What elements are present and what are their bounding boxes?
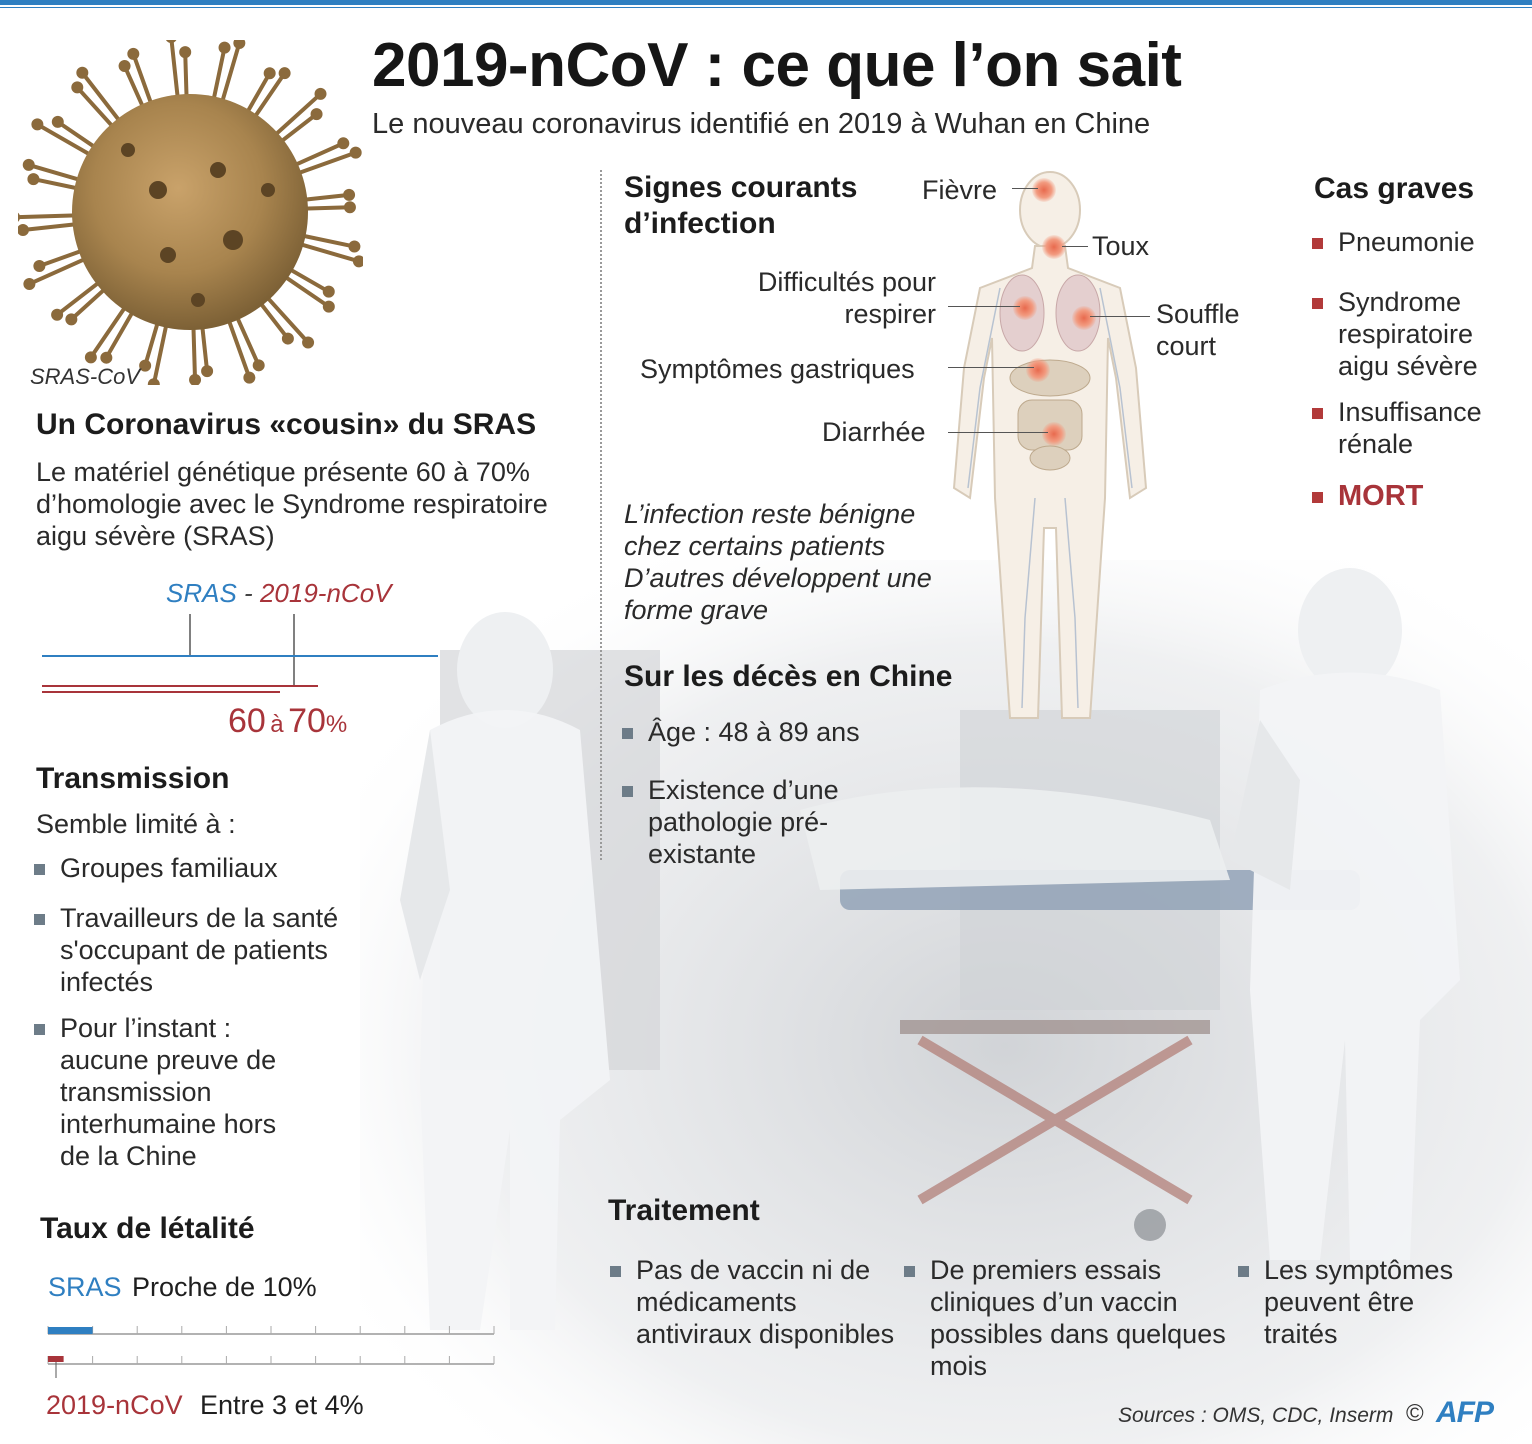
top-rule-thin bbox=[0, 7, 1532, 8]
virus-spike-tip bbox=[266, 69, 274, 77]
top-rule bbox=[0, 0, 1532, 5]
virus-spike-tip bbox=[141, 362, 149, 370]
homology-range-mid: à bbox=[270, 711, 284, 738]
sras-rate-bar bbox=[48, 1327, 93, 1334]
virus-spike-tip bbox=[129, 50, 137, 58]
virus-spike bbox=[290, 143, 343, 167]
symptom-marker bbox=[1042, 422, 1066, 446]
virus-spike-tip bbox=[19, 226, 27, 234]
virus-spike-tip bbox=[325, 303, 333, 311]
virus-spike-tip bbox=[33, 120, 41, 128]
homology-range bbox=[228, 702, 347, 741]
virus-spike bbox=[133, 54, 153, 109]
leader-line bbox=[948, 432, 1048, 433]
traitement-heading: Traitement bbox=[608, 1194, 760, 1227]
symptom-marker bbox=[1013, 296, 1037, 320]
infection-note: L’infection reste bénigne chez certains patients D’autres développent une forme grave bbox=[624, 499, 932, 625]
leader-line bbox=[1062, 246, 1088, 247]
virus-spike-tip bbox=[181, 48, 189, 56]
virus-spike-tip bbox=[35, 262, 43, 270]
symptom-marker bbox=[1032, 178, 1056, 202]
sources: Sources : OMS, CDC, Inserm bbox=[1118, 1404, 1394, 1427]
cas-graves-item: Insuffisance rénale bbox=[1312, 396, 1528, 460]
cas-graves-item: Syndrome respiratoire aigu sévère bbox=[1312, 286, 1518, 382]
virus-spike-tip bbox=[345, 191, 353, 199]
page-subtitle: Le nouveau coronavirus identifié en 2019 à Wuhan en Chine bbox=[372, 108, 1151, 140]
virus-spike bbox=[18, 215, 80, 217]
letalite-ncov-label: 2019-nCoV bbox=[46, 1390, 183, 1420]
virus-spike-tip bbox=[25, 280, 33, 288]
leader-line bbox=[1012, 188, 1038, 189]
homology-legend bbox=[166, 578, 392, 609]
virus-spike-tip bbox=[102, 354, 110, 362]
deces-item: Existence d’une pathologie pré-existante bbox=[622, 774, 888, 870]
virus-spike-tip bbox=[29, 175, 37, 183]
virus-spike-tip bbox=[313, 110, 321, 118]
virus-spike-tip bbox=[191, 376, 199, 384]
virus-spike-tip bbox=[67, 315, 75, 323]
homology-label-sras: SRAS bbox=[166, 578, 237, 608]
homology-range-unit: % bbox=[325, 711, 348, 738]
virus-spike-tip bbox=[350, 243, 358, 251]
leader-line bbox=[948, 367, 1034, 368]
cousin-heading: Un Coronavirus «cousin» du SRAS bbox=[36, 408, 537, 441]
virus-spike bbox=[294, 153, 356, 175]
symptom-diarrhee: Diarrhée bbox=[822, 417, 926, 447]
symptom-marker bbox=[1042, 235, 1066, 259]
cas-graves-mort: MORT bbox=[1312, 480, 1423, 512]
letalite-sras-label: SRAS bbox=[48, 1272, 122, 1302]
homology-label-separator: - bbox=[244, 578, 253, 608]
symptom-toux: Toux bbox=[1092, 231, 1150, 261]
symptom-fievre: Fièvre bbox=[922, 175, 998, 205]
virus-spike-tip bbox=[203, 367, 211, 375]
virus-spike-tip bbox=[284, 335, 292, 343]
column-divider bbox=[600, 170, 602, 860]
symptom-difficultes: Difficultés pour respirer bbox=[757, 267, 936, 329]
virus-spike-tip bbox=[255, 361, 263, 369]
transmission-item: Travailleurs de la santé s'occupant de patients infectés bbox=[34, 902, 390, 998]
virus-spike-tip bbox=[78, 69, 86, 77]
virus-caption: SRAS-CoV bbox=[30, 364, 141, 389]
signes-heading: Signes courants d’infection bbox=[624, 171, 858, 240]
cas-graves-heading: Cas graves bbox=[1314, 172, 1475, 205]
traitement-item: De premiers essais cliniques d’un vaccin possibles dans quelques mois bbox=[904, 1254, 1230, 1382]
deces-item: Âge : 48 à 89 ans bbox=[622, 716, 948, 748]
coronavirus-illustration bbox=[18, 40, 363, 385]
virus-spike bbox=[23, 224, 81, 230]
virus-spike-tip bbox=[304, 339, 312, 347]
transmission-item: Pour l’instant : aucune preuve de transmission interhumaine hors de la Chine bbox=[34, 1012, 310, 1172]
virus-spike-tip bbox=[53, 311, 61, 319]
letalite-heading: Taux de létalité bbox=[40, 1212, 255, 1245]
letalite-sras-value: Proche de 10% bbox=[132, 1272, 317, 1302]
virus-spike-tip bbox=[355, 257, 363, 265]
cas-graves-item: Pneumonie bbox=[1312, 226, 1518, 258]
virus-spike-tip bbox=[121, 62, 129, 70]
traitement-item: Pas de vaccin ni de médicaments antiviraux disponibles bbox=[610, 1254, 896, 1350]
symptom-marker bbox=[1072, 306, 1096, 330]
virus-spike-tip bbox=[87, 353, 95, 361]
afp-logo: AFP bbox=[1436, 1396, 1493, 1429]
deces-heading: Sur les décès en Chine bbox=[624, 660, 953, 693]
virus-spike-tip bbox=[245, 374, 253, 382]
copyright-symbol: © bbox=[1406, 1400, 1424, 1427]
virus-spike-tip bbox=[281, 69, 289, 77]
virus-spike-tip bbox=[167, 40, 175, 41]
leader-line bbox=[1090, 316, 1150, 317]
virus-spike bbox=[227, 316, 249, 378]
transmission-heading: Transmission bbox=[36, 762, 230, 795]
transmission-intro: Semble limité à : bbox=[36, 809, 236, 839]
virus-spike bbox=[235, 312, 259, 365]
page-title: 2019-nCoV : ce que l’on sait bbox=[372, 31, 1182, 100]
homology-diagram bbox=[40, 610, 450, 700]
leader-line bbox=[948, 306, 1020, 307]
virus-spike bbox=[193, 322, 195, 380]
transmission-item: Groupes familiaux bbox=[34, 852, 380, 884]
symptom-souffle: Souffle court bbox=[1156, 299, 1240, 361]
virus-spike-tip bbox=[339, 139, 347, 147]
virus-spike-tip bbox=[346, 203, 354, 211]
virus-spike-tip bbox=[25, 161, 33, 169]
symptom-gastriques: Symptômes gastriques bbox=[640, 354, 915, 384]
virus-spike-tip bbox=[73, 83, 81, 91]
letalite-ncov-value: Entre 3 et 4% bbox=[200, 1390, 364, 1420]
virus-spike bbox=[171, 40, 178, 103]
virus-spike-tip bbox=[325, 288, 333, 296]
homology-range-from: 60 bbox=[228, 702, 266, 740]
ncov-rate-bar bbox=[48, 1356, 64, 1362]
virus-spike-tip bbox=[54, 118, 62, 126]
virus-spike-tip bbox=[150, 380, 158, 385]
traitement-item: Les symptômes peuvent être traités bbox=[1238, 1254, 1494, 1350]
homology-label-ncov: 2019-nCoV bbox=[259, 578, 392, 608]
virus-spike-tip bbox=[317, 90, 325, 98]
letalite-bars bbox=[46, 1318, 498, 1378]
symptom-marker bbox=[1026, 358, 1050, 382]
homology-range-to: 70 bbox=[288, 702, 326, 740]
cousin-text: Le matériel génétique présente 60 à 70% d’homologie avec le Syndrome respiratoire aigu sévère (SRAS) bbox=[36, 457, 548, 551]
virus-spike-tip bbox=[235, 40, 243, 47]
virus-spike-tip bbox=[352, 149, 360, 157]
virus-spike-tip bbox=[221, 44, 229, 52]
